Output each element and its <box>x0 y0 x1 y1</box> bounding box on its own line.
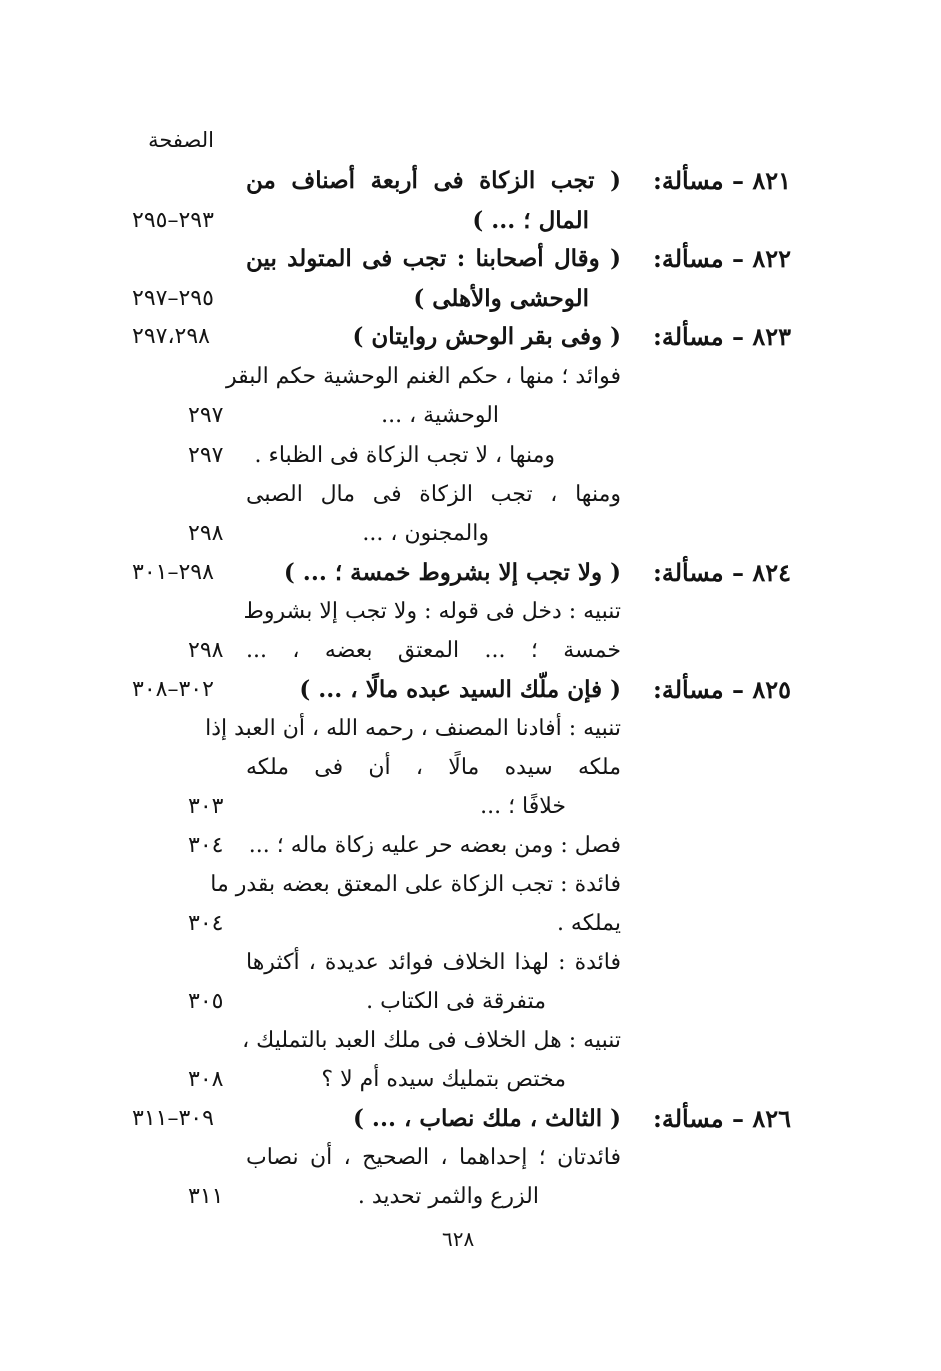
page-ref-823-note1: ٢٩٧ <box>188 403 224 428</box>
page-ref-825-fasl: ٣٠٤ <box>188 833 224 858</box>
entry-label-824: ٨٢٤ – مسألة: <box>653 558 791 587</box>
page-ref-824-note: ٢٩٨ <box>188 638 224 663</box>
entry-label-821: ٨٢١ – مسألة: <box>653 166 791 195</box>
note-823-3-cont: والمجنون ، ... <box>362 521 489 546</box>
note-824-cont: خمسة ؛ ... المعتق بعضه ، ... <box>246 638 621 663</box>
page-ref-826-note: ٣١١ <box>188 1184 224 1209</box>
note-825-2: فائدة : تجب الزكاة على المعتق بعضه بقدر ما <box>210 872 621 897</box>
note-825-1-cont: ملكه سيده مالًا ، أن فى ملكه <box>246 755 621 780</box>
note-825-3-cont: متفرقة فى الكتاب . <box>366 989 546 1014</box>
note-823-1: فوائد ؛ منها ، حكم الغنم الوحشية حكم البقر <box>225 364 621 389</box>
page-ref-823: ٢٩٧،٢٩٨ <box>132 324 210 349</box>
note-825-1-end: خلافًا ؛ ... <box>480 794 566 819</box>
entry-text-824: ( ولا تجب إلا بشروط خمسة ؛ ... ) <box>283 559 621 586</box>
entry-label-825: ٨٢٥ – مسألة: <box>653 675 791 704</box>
entry-text-822: ( وقال أصحابنا : تجب فى المتولد بين <box>246 245 621 272</box>
note-823-3: ومنها ، تجب الزكاة فى مال الصبى <box>246 482 621 507</box>
note-825-1: تنبيه : أفادنا المصنف ، رحمه الله ، أن العبد إذا <box>205 716 621 741</box>
page-number: ٦٢٨ <box>442 1227 475 1251</box>
note-826: فائدتان ؛ إحداهما ، الصحيح ، أن نصاب <box>246 1145 621 1170</box>
entry-text-823: ( وفى بقر الوحش روايتان ) <box>352 323 621 350</box>
entry-label-826: ٨٢٦ – مسألة: <box>653 1104 791 1133</box>
entry-text-821-cont: المال ؛ ... ) <box>472 207 589 234</box>
note-825-4: تنبيه : هل الخلاف فى ملك العبد بالتمليك ، <box>242 1028 621 1053</box>
section-825-fasl: فصل : ومن بعضه حر عليه زكاة ماله ؛ ... <box>248 833 621 858</box>
page-ref-823-note3: ٢٩٨ <box>188 521 224 546</box>
page-ref-825-note1: ٣٠٣ <box>188 794 224 819</box>
note-826-cont: الزرع والثمر تحديد . <box>357 1184 539 1209</box>
page-ref-826: ٣٠٩–٣١١ <box>132 1106 214 1131</box>
note-823-1-cont: الوحشية ، ... <box>381 403 499 428</box>
page-ref-822: ٢٩٥–٢٩٧ <box>132 286 214 311</box>
note-825-2-cont: يملكه . <box>556 911 621 936</box>
note-825-3: فائدة : لهذا الخلاف فوائد عديدة ، أكثرها <box>246 950 621 975</box>
entry-text-822-cont: الوحشى والأهلى ) <box>413 285 589 312</box>
page-column-header: الصفحة <box>148 128 214 152</box>
page-ref-821: ٢٩٣–٢٩٥ <box>132 208 214 233</box>
page-ref-825: ٣٠٢–٣٠٨ <box>132 677 214 702</box>
page-ref-824: ٢٩٨–٣٠١ <box>132 560 214 585</box>
entry-text-826: ( الثالث ، ملك نصاب ، ... ) <box>353 1105 621 1132</box>
page-ref-825-note2: ٣٠٤ <box>188 911 224 936</box>
page-ref-823-note2: ٢٩٧ <box>188 443 224 468</box>
entry-label-822: ٨٢٢ – مسألة: <box>653 244 791 273</box>
entry-label-823: ٨٢٣ – مسألة: <box>653 322 791 351</box>
note-825-4-cont: مختص بتمليك سيده أم لا ؟ <box>321 1067 566 1092</box>
note-824: تنبيه : دخل فى قوله : ولا تجب إلا بشروط <box>243 599 621 624</box>
entry-text-825: ( فإن ملّك السيد عبده مالًا ، ... ) <box>299 676 621 703</box>
page-ref-825-note3: ٣٠٥ <box>188 989 224 1014</box>
entry-text-821: ( تجب الزكاة فى أربعة أصناف من <box>246 167 621 194</box>
page-ref-825-note4: ٣٠٨ <box>188 1067 224 1092</box>
note-823-2: ومنها ، لا تجب الزكاة فى الظباء . <box>254 443 555 468</box>
